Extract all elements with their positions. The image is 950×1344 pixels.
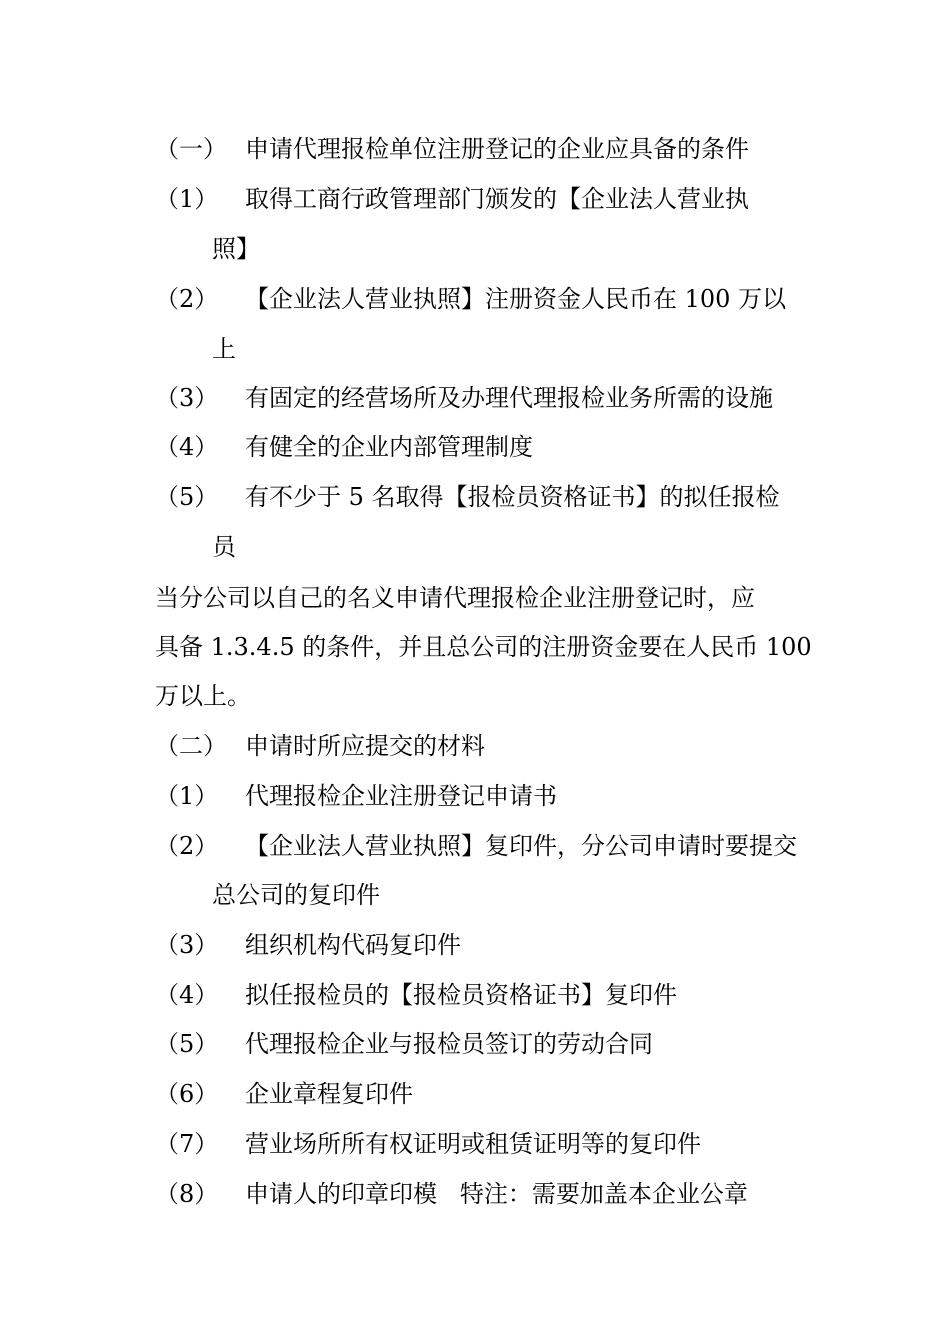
item-text: 有不少于 5 名取得【报检员资格证书】的拟任报检 (245, 483, 780, 511)
item-number: （5） (155, 1030, 219, 1058)
section1-marker: （一） (155, 135, 227, 163)
item-text: 代理报检企业注册登记申请书 (245, 782, 557, 810)
item-number: （3） (155, 384, 219, 412)
item-text-continued: 上 (212, 335, 236, 363)
note-text: 当分公司以自己的名义申请代理报检企业注册登记时，应 (155, 584, 755, 612)
section2-marker: （二） (155, 732, 227, 760)
note-text: 具备 1.3.4.5 的条件，并且总公司的注册资金要在人民币 100 (155, 633, 812, 661)
section1-title: 申请代理报检单位注册登记的企业应具备的条件 (245, 135, 749, 163)
item-text: 有健全的企业内部管理制度 (245, 433, 533, 461)
item-number: （1） (155, 185, 219, 213)
item-text: 有固定的经营场所及办理代理报检业务所需的设施 (245, 384, 773, 412)
item-text: 拟任报检员的【报检员资格证书】复印件 (245, 981, 677, 1009)
item-text-continued: 照】 (212, 235, 260, 263)
item-number: （1） (155, 782, 219, 810)
item-text: 【企业法人营业执照】注册资金人民币在 100 万以 (245, 285, 787, 313)
item-text: 申请人的印章印模 特注：需要加盖本企业公章 (245, 1180, 748, 1208)
item-number: （3） (155, 931, 219, 959)
item-text: 组织机构代码复印件 (245, 931, 461, 959)
item-number: （7） (155, 1130, 219, 1158)
item-text: 企业章程复印件 (245, 1080, 413, 1108)
note-text: 万以上。 (155, 682, 251, 710)
item-number: （4） (155, 433, 219, 461)
item-number: （5） (155, 483, 219, 511)
item-number: （2） (155, 832, 219, 860)
item-number: （4） (155, 981, 219, 1009)
item-text-continued: 总公司的复印件 (212, 881, 380, 909)
item-number: （6） (155, 1080, 219, 1108)
item-text: 营业场所所有权证明或租赁证明等的复印件 (245, 1130, 701, 1158)
item-text: 代理报检企业与报检员签订的劳动合同 (245, 1030, 653, 1058)
section2-title: 申请时所应提交的材料 (245, 732, 485, 760)
item-text-continued: 员 (212, 533, 236, 561)
item-text: 取得工商行政管理部门颁发的【企业法人营业执 (245, 185, 749, 213)
item-number: （8） (155, 1180, 219, 1208)
item-number: （2） (155, 285, 219, 313)
item-text: 【企业法人营业执照】复印件，分公司申请时要提交 (245, 832, 797, 860)
